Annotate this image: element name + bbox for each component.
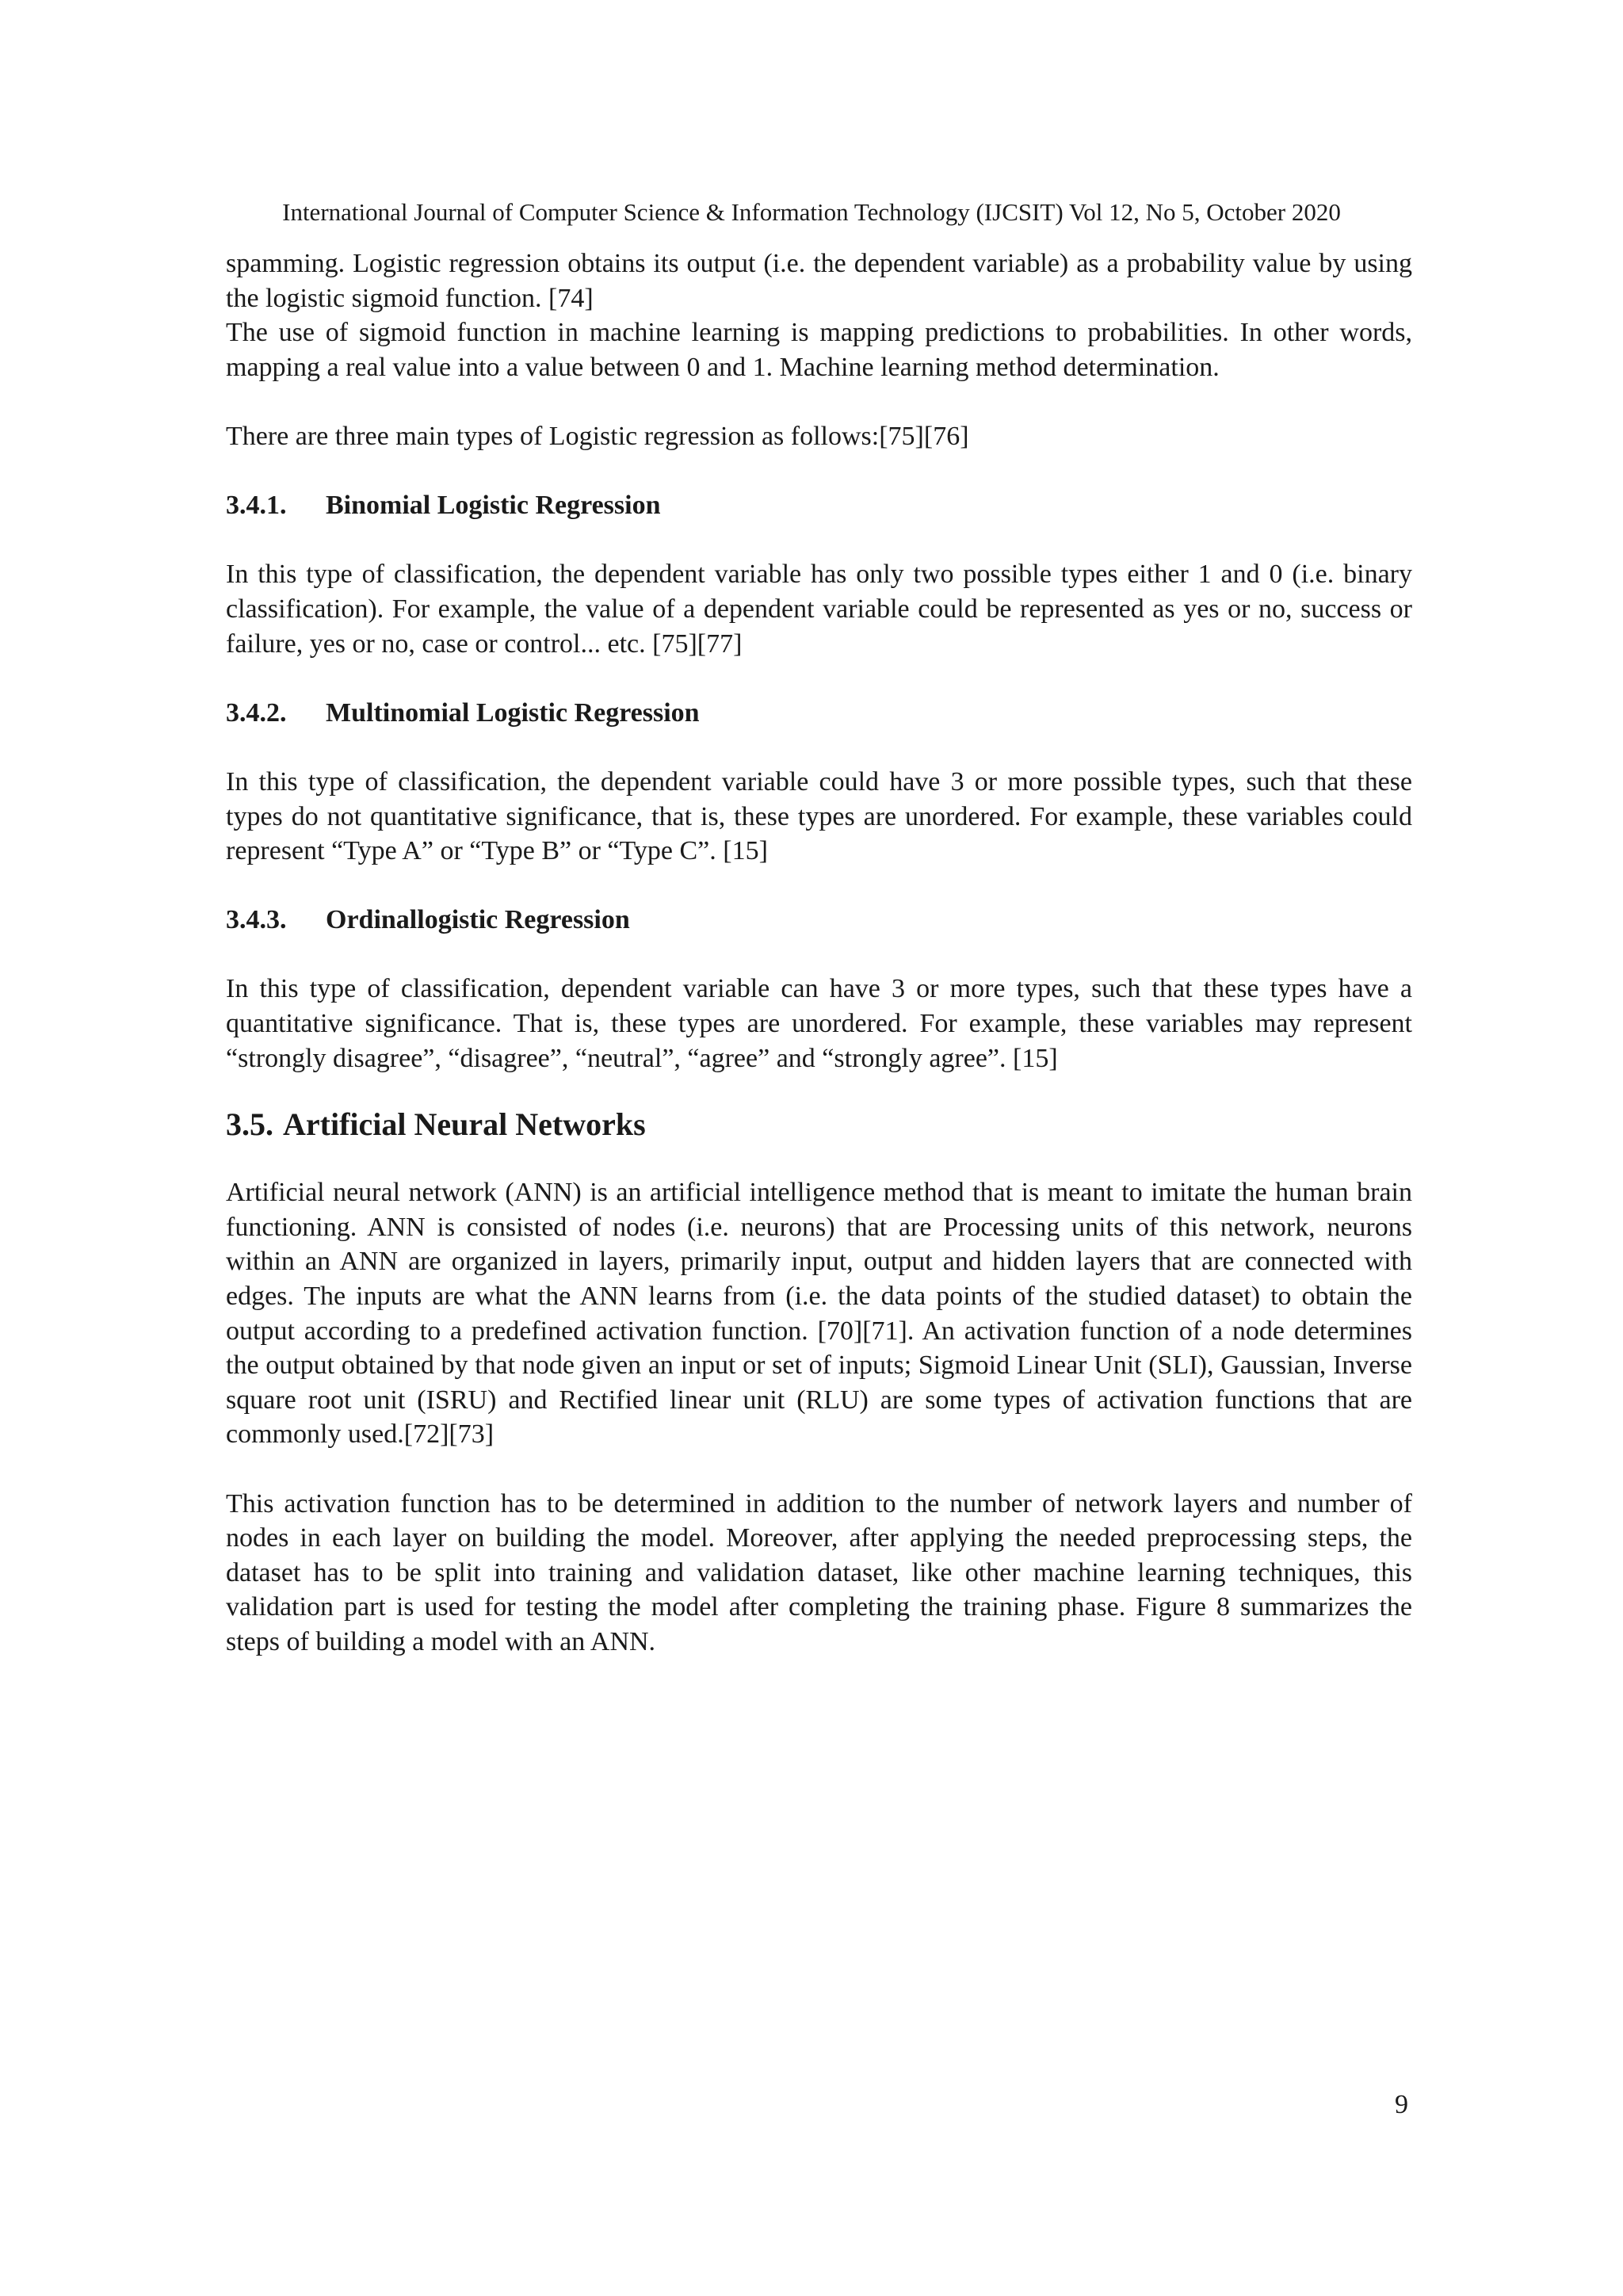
paragraph-lr-types: There are three main types of Logistic regression as follows:[75][76]: [226, 421, 969, 451]
heading-title: Binomial Logistic Regression: [326, 491, 661, 521]
heading-number: 3.4.1.: [226, 491, 287, 521]
paragraph-binomial: In this type of classification, the dependent variable has only two possible types either 1 and 0 (i.e. binary classification). For example, the value of a dependent variable could be represented as yes or no, success or failure, yes or no, case or control... etc. [75][77]: [226, 560, 1412, 659]
paragraph-sigmoid-output: spamming. Logistic regression obtains its output (i.e. the dependent variable) as a probability value by using the logistic sigmoid function. [74]: [226, 249, 1412, 313]
paragraph-sigmoid-use: The use of sigmoid function in machine learning is mapping predictions to probabilities. In other words, mapping a real value into a value between 0 and 1. Machine learning method determination.: [226, 318, 1412, 382]
heading-number: 3.4.3.: [226, 905, 287, 935]
heading-title: Multinomial Logistic Regression: [326, 697, 700, 728]
heading-3-4-2: [226, 696, 1412, 731]
heading-number: 3.5.: [226, 1106, 273, 1143]
heading-3-4-1: [226, 488, 1412, 523]
paragraph-multinomial: In this type of classification, the dependent variable could have 3 or more possible types, such that these types do not quantitative significance, that is, these types are unordered. For example, these variables could represent “Type A” or “Type B” or “Type C”. [15]: [226, 766, 1412, 866]
page-number: 9: [1395, 2090, 1408, 2119]
heading-number: 3.4.2.: [226, 697, 287, 728]
journal-header: International Journal of Computer Science & Information Technology (IJCSIT) Vol 12, No 5, October 2020: [282, 198, 1341, 226]
article-body: [226, 246, 1412, 1660]
heading-title: Ordinallogistic Regression: [326, 905, 630, 935]
heading-3-4-3: [226, 903, 1412, 938]
paragraph-ann-activation: This activation function has to be determined in addition to the number of network layers and number of nodes in each layer on building the model. Moreover, after applying the needed preprocessing steps, the dataset has to be split into training and validation dataset, like other machine learning techniques, this validation part is used for testing the model after completing the training phase. Figure 8 summarizes the steps of building a model with an ANN.: [226, 1488, 1412, 1656]
paragraph-ann-definition: Artificial neural network (ANN) is an artificial intelligence method that is meant to imitate the human brain functioning. ANN is consisted of nodes (i.e. neurons) that are Processing units of this network, neurons within an ANN are organized in layers, primarily input, output and hidden layers that are connected with edges. The inputs are what the ANN learns from (i.e. the data points of the studied dataset) to obtain the output according to a predefined activation function. [70][71]. An activation function of a node determines the output obtained by that node given an input or set of inputs; Sigmoid Linear Unit (SLI), Gaussian, Inverse square root unit (ISRU) and Rectified linear unit (RLU) are some types of activation functions that are commonly used.[72][73]: [226, 1178, 1412, 1450]
heading-title: Artificial Neural Networks: [283, 1106, 646, 1143]
paragraph-ordinal: In this type of classification, dependent variable can have 3 or more types, such that these types have a quantitative significance. That is, these types are unordered. For example, these variables may represent “strongly disagree”, “disagree”, “neutral”, “agree” and “strongly agree”. [15]: [226, 974, 1412, 1073]
heading-3-5: [226, 1104, 1412, 1145]
